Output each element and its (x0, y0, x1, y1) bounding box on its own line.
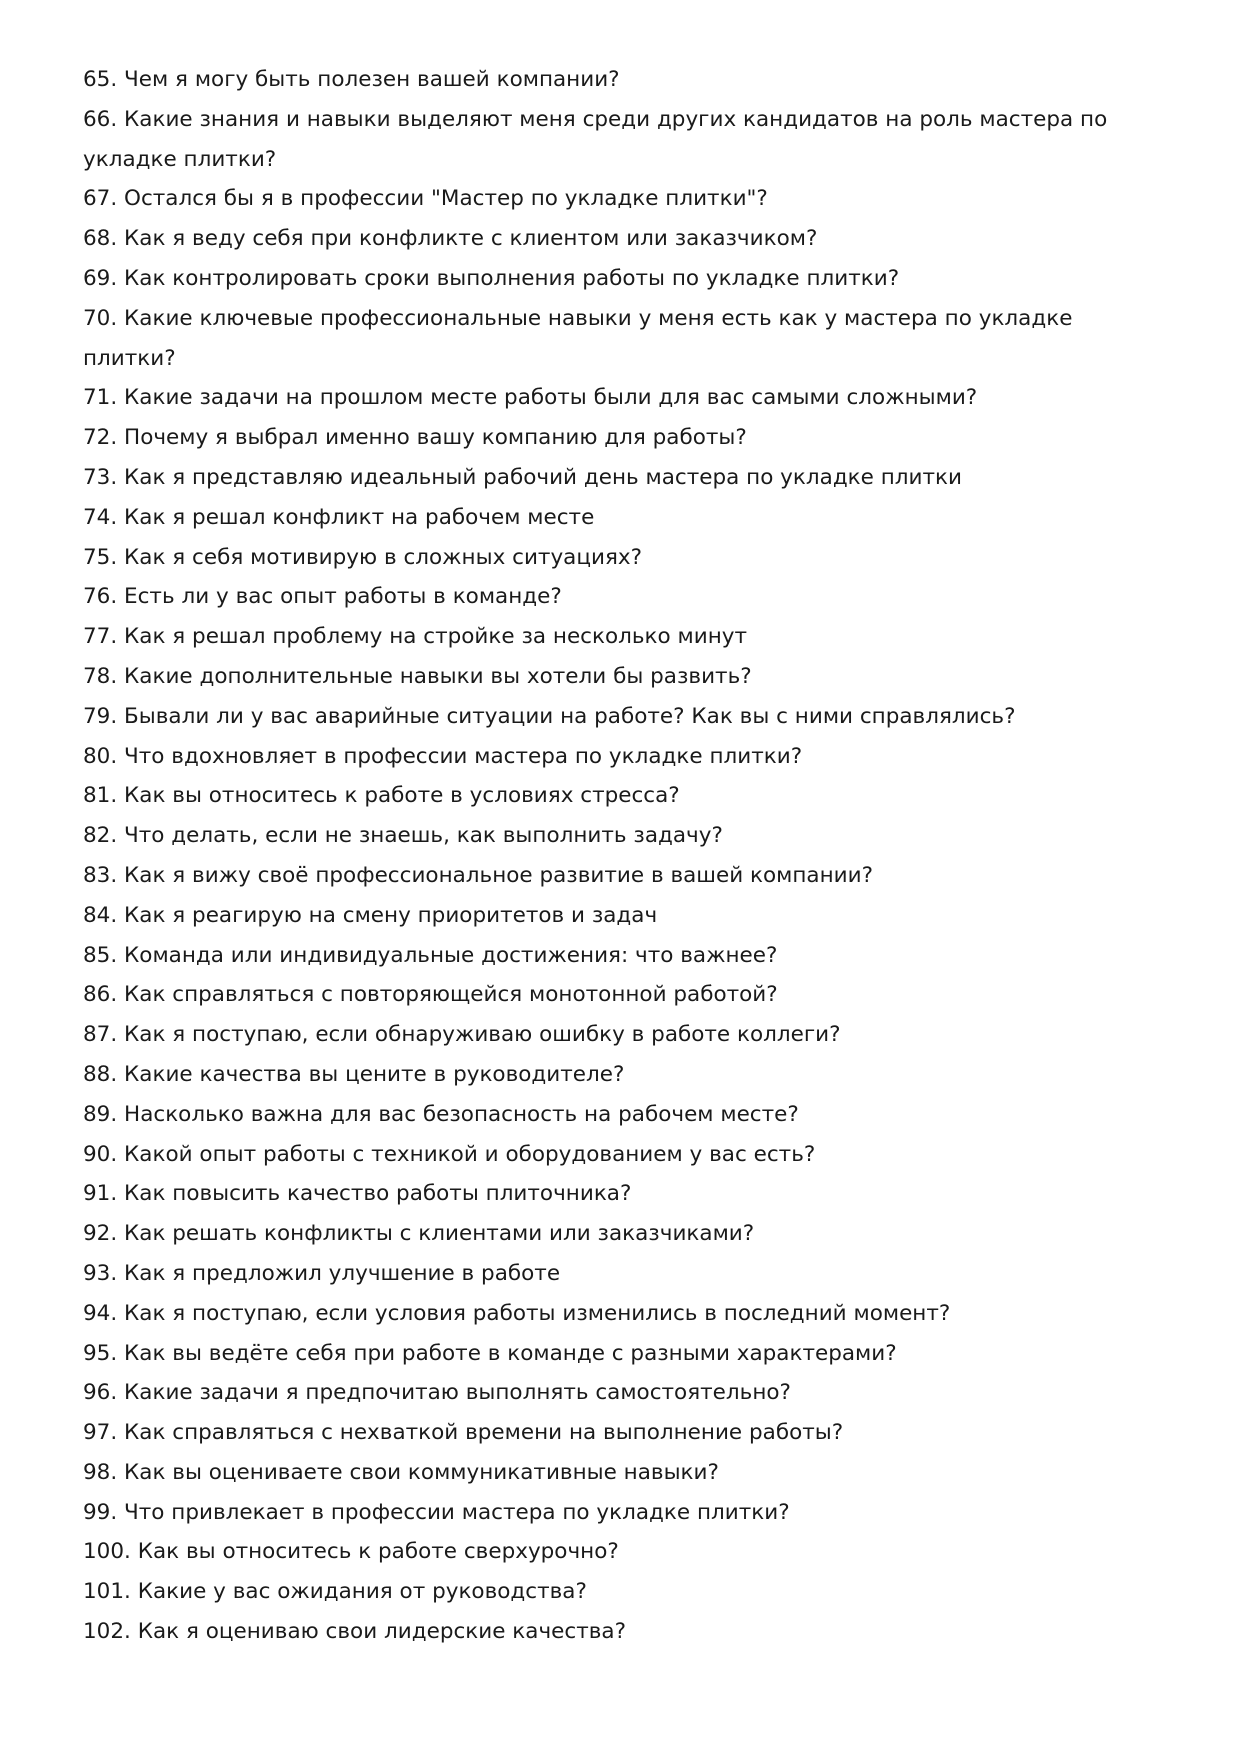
question-item: 88. Какие качества вы цените в руководителе? (83, 1061, 625, 1087)
question-item: 73. Как я представляю идеальный рабочий день мастера по укладке плитки (83, 464, 962, 490)
question-item: 99. Что привлекает в профессии мастера по укладке плитки? (83, 1499, 790, 1525)
question-item: 86. Как справляться с повторяющейся монотонной работой? (83, 982, 778, 1008)
question-item: 81. Как вы относитесь к работе в условиях стресса? (83, 783, 680, 809)
question-item: 100. Как вы относитесь к работе сверхурочно? (83, 1539, 619, 1565)
question-item: 91. Как повысить качество работы плиточника? (83, 1181, 632, 1207)
question-item: 69. Как контролировать сроки выполнения работы по укладке плитки? (83, 265, 900, 291)
question-item: 83. Как я вижу своё профессиональное развитие в вашей компании? (83, 862, 874, 888)
question-item: 78. Какие дополнительные навыки вы хотели бы развить? (83, 663, 752, 689)
question-item: 87. Как я поступаю, если обнаруживаю ошибку в работе коллеги? (83, 1022, 841, 1048)
question-item: 94. Как я поступаю, если условия работы изменились в последний момент? (83, 1300, 951, 1326)
question-item: 101. Какие у вас ожидания от руководства? (83, 1579, 587, 1605)
question-item: 85. Команда или индивидуальные достижения: что важнее? (83, 942, 778, 968)
question-item: 68. Как я веду себя при конфликте с клиентом или заказчиком? (83, 226, 818, 252)
question-item: 71. Какие задачи на прошлом месте работы были для вас самыми сложными? (83, 385, 978, 411)
question-item: 74. Как я решал конфликт на рабочем месте (83, 504, 595, 530)
question-item: 75. Как я себя мотивирую в сложных ситуациях? (83, 544, 643, 570)
question-item: 95. Как вы ведёте себя при работе в команде с разными характерами? (83, 1340, 897, 1366)
question-item: 72. Почему я выбрал именно вашу компанию для работы? (83, 425, 747, 451)
question-item: 79. Бывали ли у вас аварийные ситуации на работе? Как вы с ними справлялись? (83, 703, 1016, 729)
question-item: 80. Что вдохновляет в профессии мастера по укладке плитки? (83, 743, 803, 769)
question-item: 97. Как справляться с нехваткой времени на выполнение работы? (83, 1420, 844, 1446)
question-item: 92. Как решать конфликты с клиентами или заказчиками? (83, 1221, 755, 1247)
question-item: 67. Остался бы я в профессии "Мастер по укладке плитки"? (83, 186, 768, 212)
question-item: 82. Что делать, если не знаешь, как выполнить задачу? (83, 823, 723, 849)
question-item: 93. Как я предложил улучшение в работе (83, 1260, 561, 1286)
question-item: 66. Какие знания и навыки выделяют меня среди других кандидатов на роль мастера по укладке плитки? (83, 106, 1108, 172)
question-item: 84. Как я реагирую на смену приоритетов и задач (83, 902, 658, 928)
question-item: 77. Как я решал проблему на стройке за несколько минут (83, 624, 748, 650)
question-list (83, 60, 1163, 1652)
question-item: 89. Насколько важна для вас безопасность на рабочем месте? (83, 1101, 799, 1127)
question-item: 76. Есть ли у вас опыт работы в команде? (83, 584, 562, 610)
question-item: 96. Какие задачи я предпочитаю выполнять самостоятельно? (83, 1380, 791, 1406)
question-item: 90. Какой опыт работы с техникой и оборудованием у вас есть? (83, 1141, 816, 1167)
question-item: 65. Чем я могу быть полезен вашей компании? (83, 67, 620, 92)
question-item: 102. Как я оцениваю свои лидерские качества? (83, 1619, 627, 1645)
question-item: 98. Как вы оцениваете свои коммуникативные навыки? (83, 1459, 719, 1485)
question-item: 70. Какие ключевые профессиональные навыки у меня есть как у мастера по укладке плитки? (83, 305, 1073, 371)
